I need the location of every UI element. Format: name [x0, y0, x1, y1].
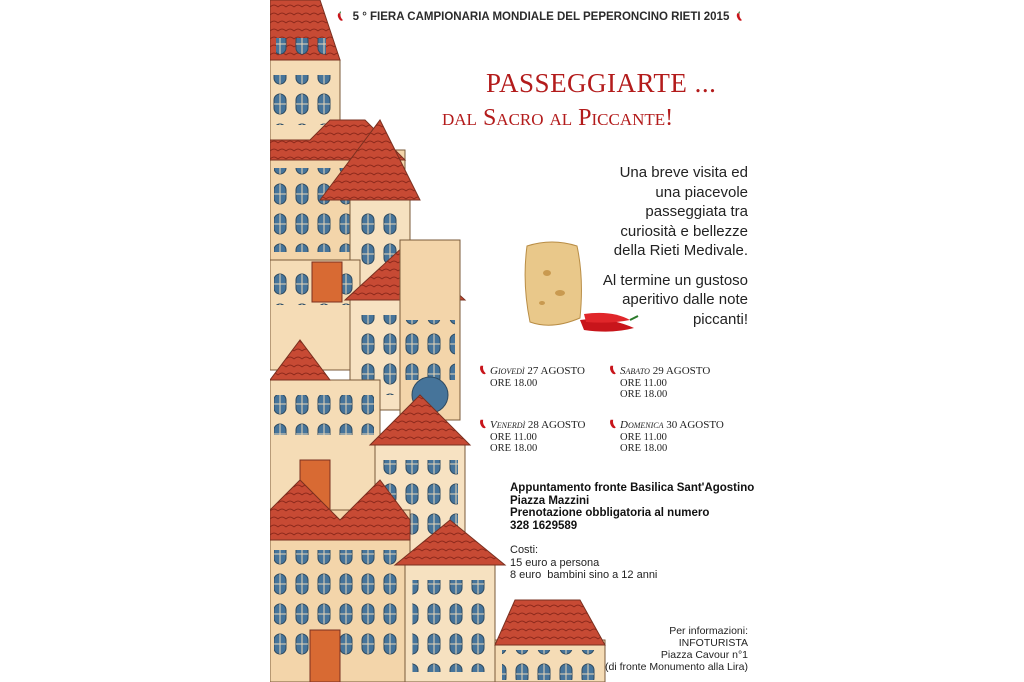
costs: [510, 544, 657, 582]
contact-office: INFOTURISTA: [678, 637, 748, 649]
chili-pepper-icon: [608, 364, 620, 376]
schedule-time: ORE 18.00: [620, 443, 668, 454]
cost-adult: 15 euro a persona: [510, 556, 600, 569]
schedule-day: Venerdì: [490, 419, 526, 431]
costs-label: Costi:: [510, 544, 539, 556]
schedule-date: 30 AGOSTO: [666, 419, 724, 431]
schedule-day: Sabato: [620, 365, 650, 377]
chili-pepper-icon: [478, 418, 490, 430]
schedule-time: ORE 18.00: [490, 377, 538, 389]
description: [548, 163, 748, 339]
description-line: della Rieti Medivale.: [613, 242, 748, 259]
schedule-date: 28 AGOSTO: [527, 419, 586, 431]
description-line: Al termine un gustoso: [602, 271, 748, 289]
meeting-info: [510, 482, 754, 532]
description-line: curiosità e bellezze: [620, 222, 748, 240]
event-header-text: 5 ° FIERA CAMPIONARIA MONDIALE DEL PEPERONCINO RIETI 2015: [352, 11, 730, 23]
schedule-day: Giovedì: [490, 365, 525, 377]
meeting-square: Piazza Mazzini: [510, 494, 590, 507]
chili-pepper-icon: [478, 364, 490, 376]
description-line: una piacevole: [655, 183, 748, 201]
phone-number: 328 1629589: [510, 519, 578, 532]
schedule-item-saturday: [620, 366, 710, 401]
schedule-item-sunday: [620, 420, 724, 455]
schedule-item-thursday: [490, 366, 585, 389]
contact-label: Per informazioni:: [669, 625, 748, 637]
cost-child: 8 euro bambini sino a 12 anni: [510, 569, 658, 581]
meeting-location: Appuntamento fronte Basilica Sant'Agostino: [510, 482, 755, 494]
schedule-time: ORE 11.00: [620, 377, 667, 389]
schedule-time: ORE 18.00: [620, 389, 668, 400]
schedule-day: Domenica: [620, 419, 664, 431]
chili-pepper-icon: [608, 418, 620, 430]
description-line: passeggiata tra: [645, 203, 748, 220]
schedule-item-friday: [490, 420, 585, 455]
schedule-date: 27 AGOSTO: [527, 365, 585, 377]
description-line: Una breve visita ed: [619, 164, 748, 181]
title-main: PASSEGGIARTE ...: [486, 68, 717, 98]
contact-info: [605, 625, 748, 673]
booking-note: Prenotazione obbligatoria al numero: [510, 507, 710, 519]
schedule-time: ORE 11.00: [490, 431, 537, 443]
schedule-time: ORE 11.00: [620, 431, 667, 443]
schedule-time: ORE 18.00: [490, 443, 538, 454]
poster: [270, 0, 756, 682]
contact-address: Piazza Cavour n°1: [660, 649, 748, 661]
schedule-date: 29 AGOSTO: [652, 365, 711, 377]
title-subtitle: dal Sacro al Piccante!: [442, 105, 674, 131]
description-line: piccanti!: [692, 310, 748, 328]
event-header: [336, 10, 746, 24]
chili-pepper-icon: [336, 10, 347, 24]
contact-note: (di fronte Monumento alla Lira): [605, 661, 748, 673]
description-line: aperitivo dalle note: [622, 291, 748, 308]
chili-pepper-icon: [735, 10, 746, 24]
